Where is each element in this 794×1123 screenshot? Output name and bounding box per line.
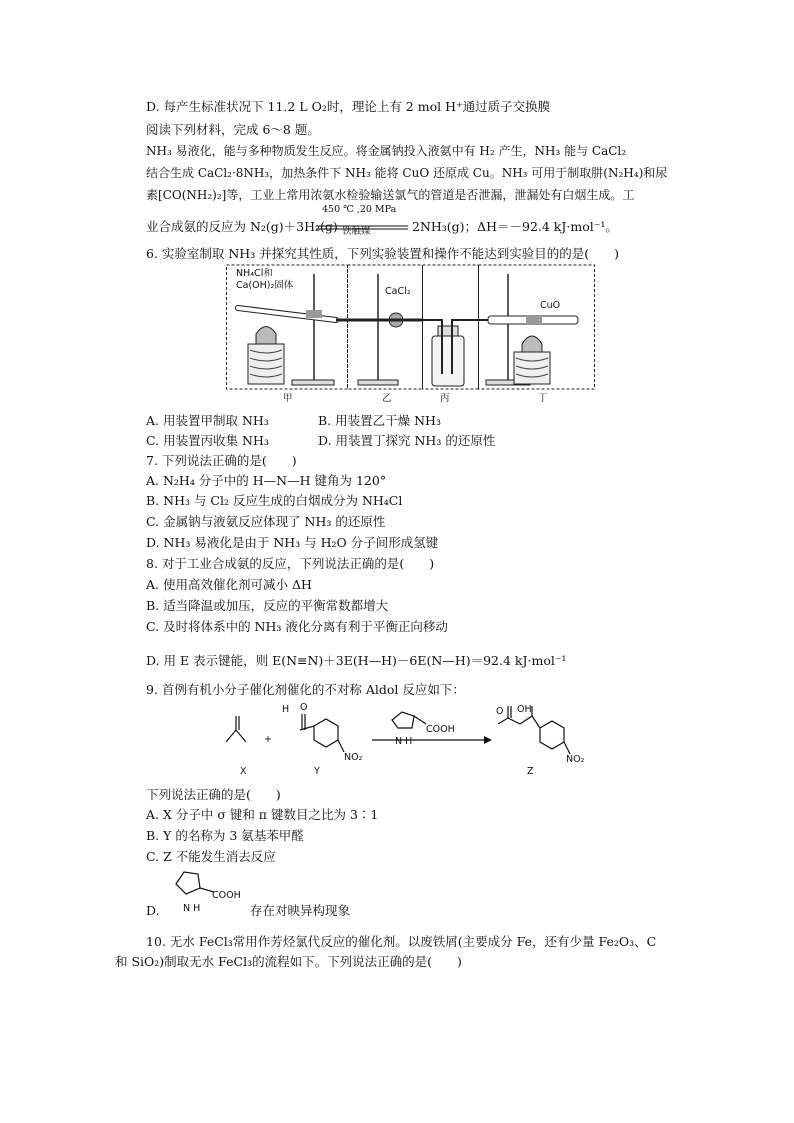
question-8: 8. 对于工业合成氨的反应，下列说法正确的是( )	[146, 556, 435, 571]
label-x: X	[240, 766, 247, 777]
option-6b: B. 用装置乙干燥 NH₃	[318, 413, 441, 428]
z-o-label: O	[496, 706, 504, 717]
synthesis-equation: 业合成氨的反应为 N₂(g)＋3H₂(g)	[146, 219, 338, 234]
question-9-prompt: 下列说法正确的是( )	[146, 787, 281, 802]
option-8b: B. 适当降温或加压，反应的平衡常数都增大	[146, 598, 389, 613]
option-6a: A. 用装置甲制取 NH₃	[146, 413, 269, 428]
option-7a: A. N₂H₄ 分子中的 H—N—H 键角为 120°	[146, 473, 387, 488]
y-o-label: O	[300, 702, 308, 713]
label-bing: 丙	[440, 393, 450, 404]
passage-heading: 阅读下列材料，完成 6～8 题。	[146, 122, 320, 137]
question-10-line-1: 10. 无水 FeCl₃常用作芳烃氯代反应的催化剂。以废铁屑(主要成分 Fe，还有少量 Fe₂O₃、C	[146, 934, 657, 949]
passage-line-1: NH₃ 易液化，能与多种物质发生反应。将金属钠投入液氨中有 H₂ 产生，NH₃ 能与 CaCl₂	[146, 144, 627, 158]
catalyst-cooh: COOH	[426, 724, 455, 735]
option-8a: A. 使用高效催化剂可减小 ΔH	[146, 577, 312, 592]
reaction-condition-bottom: 铁触媒	[342, 226, 371, 237]
label-reagent: NH₄Cl和 Ca(OH)₂固体	[236, 268, 294, 291]
option-6d: D. 用装置丁探究 NH₃ 的还原性	[318, 433, 496, 448]
option-9c: C. Z 不能发生消去反应	[146, 849, 276, 864]
label-jia: 甲	[283, 393, 293, 404]
label-ding: 丁	[538, 393, 548, 404]
z-no2-label: NO₂	[566, 754, 585, 765]
passage-line-3: 素[CO(NH₂)₂]等，工业上常用浓氨水检验输送氯气的管道是否泄漏，泄漏处有白烟生成。工	[146, 188, 635, 202]
option-9d-letter: D.	[146, 903, 160, 918]
synthesis-equation-right: 2NH₃(g)；ΔH＝－92.4 kJ·mol⁻¹。	[412, 219, 618, 234]
proline-cooh: COOH	[212, 890, 241, 901]
label-y: Y	[314, 766, 320, 777]
option-5d: D. 每产生标准状况下 11.2 L O₂时，理论上有 2 mol H⁺通过质子交换膜	[146, 99, 551, 114]
label-yi: 乙	[382, 393, 392, 404]
label-cuo: CuO	[540, 300, 561, 311]
z-oh-label: OH	[517, 704, 532, 715]
label-cacl2: CaCl₂	[385, 286, 411, 297]
question-7: 7. 下列说法正确的是( )	[146, 453, 297, 468]
y-no2-label: NO₂	[344, 752, 363, 763]
passage-line-2: 结合生成 CaCl₂·8NH₃，加热条件下 NH₃ 能将 CuO 还原成 Cu。NH₃ 可用于制取肼(N₂H₄)和尿	[146, 166, 668, 180]
option-9b: B. Y 的名称为 3 氨基苯甲醛	[146, 828, 304, 843]
label-z: Z	[527, 766, 534, 777]
reaction-condition-top: 450 ℃ ,20 MPa	[322, 204, 397, 215]
option-6c: C. 用装置丙收集 NH₃	[146, 433, 269, 448]
equilibrium-arrow	[316, 216, 408, 222]
option-8d: D. 用 E 表示键能，则 E(N≡N)＋3E(H—H)－6E(N—H)＝92.4 kJ·mol⁻¹	[146, 653, 567, 668]
question-6: 6. 实验室制取 NH₃ 并探究其性质，下列实验装置和操作不能达到实验目的的是( )	[146, 246, 619, 261]
proline-nh: N H	[183, 903, 201, 914]
plus-sign: +	[264, 734, 272, 745]
option-9d-text: 存在对映异构现象	[250, 903, 351, 918]
option-7c: C. 金属钠与液氨反应体现了 NH₃ 的还原性	[146, 514, 386, 529]
y-h-label: H	[282, 704, 290, 715]
catalyst-nh: N H	[395, 736, 413, 747]
option-7d: D. NH₃ 易液化是由于 NH₃ 与 H₂O 分子间形成氢键	[146, 535, 439, 550]
option-8c: C. 及时将体系中的 NH₃ 液化分离有利于平衡正向移动	[146, 619, 448, 634]
option-7b: B. NH₃ 与 Cl₂ 反应生成的白烟成分为 NH₄Cl	[146, 493, 403, 508]
question-10-line-2: 和 SiO₂)制取无水 FeCl₃的流程如下。下列说法正确的是( )	[115, 954, 462, 969]
option-9a: A. X 分子中 σ 键和 π 键数目之比为 3∶1	[146, 807, 379, 822]
question-9: 9. 首例有机小分子催化剂催化的不对称 Aldol 反应如下：	[146, 682, 465, 697]
passage-text	[146, 140, 682, 206]
